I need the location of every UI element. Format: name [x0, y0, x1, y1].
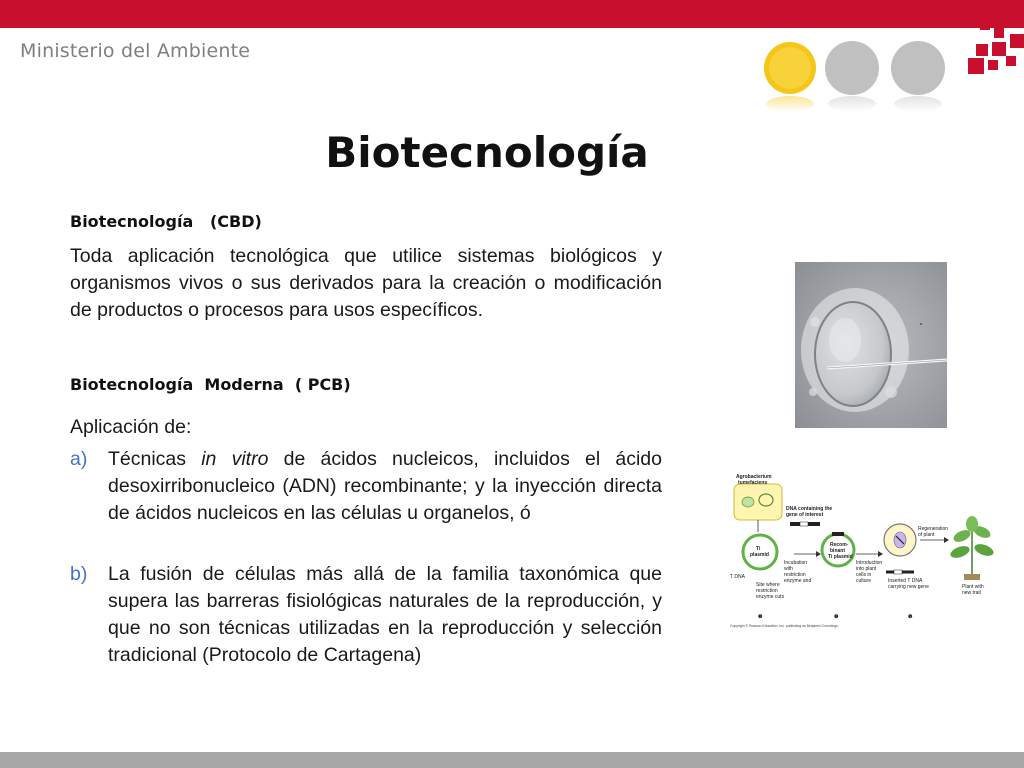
diagram-label: Ti — [756, 546, 761, 552]
diagram-label: Recom- — [830, 542, 849, 548]
diagram-label: gene of interest — [786, 512, 824, 518]
circle-inactive — [891, 41, 945, 112]
list-item — [70, 446, 662, 527]
diagram-copyright: Copyright © Pearson Education, Inc. publishing as Benjamin Cummings. — [730, 624, 839, 628]
plant-icon — [949, 516, 995, 580]
ministry-logo — [962, 20, 1024, 82]
diagram-label: Regeneration — [918, 526, 949, 532]
list-item-text: Técnicas in vitro de ácidos nucleicos, incluidos el ácido desoxirribonucleico (ADN) recombinante; y la inyección directa de ácidos nucleicos en las células u organelos, ó — [108, 448, 662, 524]
list-item — [70, 561, 662, 669]
diagram-label: tumefaciens — [738, 480, 768, 486]
application-intro: Aplicación de: — [70, 416, 192, 438]
diagram-label: Inserted T DNA — [888, 578, 923, 584]
diagram-label: plasmid — [750, 552, 769, 558]
microinjection-photo — [795, 262, 947, 428]
diagram-label: binant — [830, 548, 845, 554]
diagram-label: with — [784, 566, 793, 572]
section-heading-pcb: Biotecnología Moderna ( PCB) — [70, 375, 351, 394]
diagram-label: Plant with — [962, 584, 984, 590]
diagram-label: Agrobacterium — [736, 474, 772, 480]
progress-circles — [758, 40, 958, 112]
circle-active — [764, 42, 816, 112]
circle-inactive — [825, 41, 879, 112]
diagram-label: of plant — [918, 532, 935, 538]
emphasis: in vitro — [201, 448, 269, 470]
step-number: ❷ — [834, 614, 839, 620]
slide-title: Biotecnología — [325, 128, 649, 177]
list-marker: b) — [70, 563, 88, 585]
section-heading-cbd: Biotecnología (CBD) — [70, 212, 262, 231]
diagram-label: restriction — [756, 588, 778, 594]
list-item-text: La fusión de células más allá de la familia taxonómica que supera las barreras fisiológicas naturales de la reproducción, y que no son técnicas utilizadas en la reproducción y selección tradicional (Protocolo de Cartagena) — [108, 563, 662, 666]
diagram-label: Ti plasmid — [828, 554, 853, 560]
diagram-label: T DNA — [730, 574, 745, 580]
diagram-label: cells in — [856, 572, 872, 578]
ministry-name: Ministerio del Ambiente — [20, 40, 251, 62]
cbd-definition: Toda aplicación tecnológica que utilice sistemas biológicos y organismos vivos o sus derivados para la creación o modificación de productos o procesos para usos específicos. — [70, 245, 662, 321]
diagram-label: Introduction — [856, 560, 883, 566]
diagram-label: culture — [856, 578, 872, 584]
step-number: ❸ — [908, 614, 913, 620]
diagram-label: DNA containing the — [786, 506, 833, 512]
diagram-label: restriction — [784, 572, 806, 578]
top-brand-bar — [0, 0, 1024, 28]
step-number: ❶ — [758, 614, 763, 620]
bottom-bar — [0, 752, 1024, 768]
diagram-label: new trait — [962, 590, 981, 596]
diagram-label: enzyme and — [784, 578, 812, 584]
diagram-label: Site where — [756, 582, 780, 588]
diagram-label: into plant — [856, 566, 877, 572]
diagram-label: Incubation — [784, 560, 808, 566]
diagram-label: carrying new gene — [888, 584, 929, 590]
ti-plasmid-diagram — [728, 470, 998, 630]
list-marker: a) — [70, 448, 88, 470]
diagram-label: enzyme cuts — [756, 594, 785, 600]
